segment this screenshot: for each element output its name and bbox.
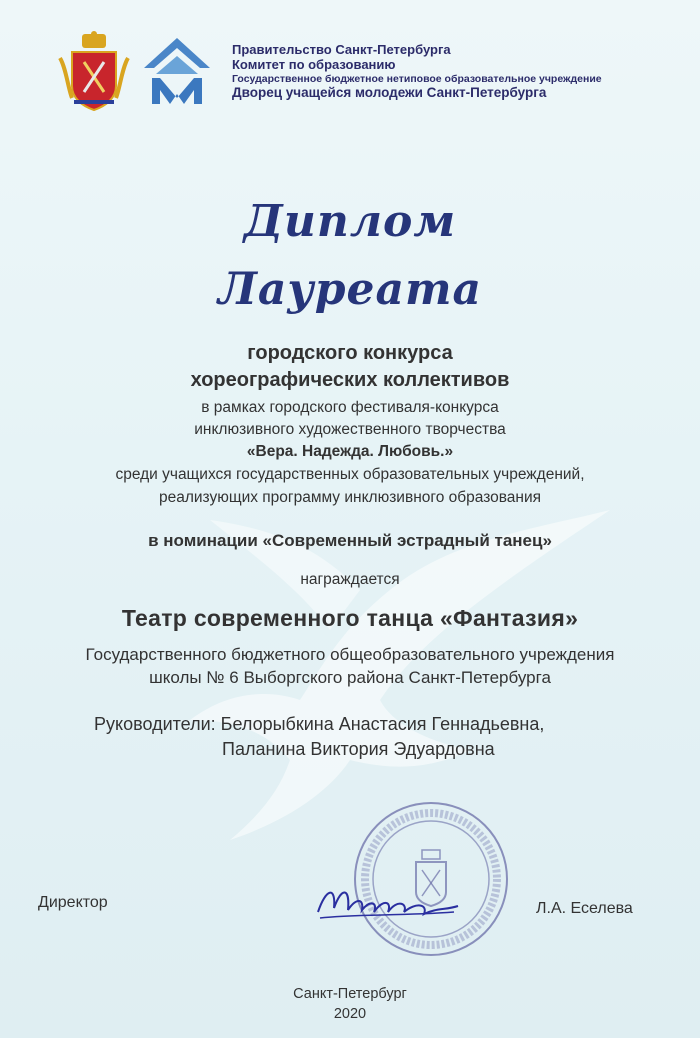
institution-line-2: школы № 6 Выборгского района Санкт-Петербурга [149,668,551,687]
leaders-line-2: Паланина Виктория Эдуардовна [222,739,495,759]
recipient-name: Театр современного танца «Фантазия» [121,605,579,631]
contest-line-2: хореографических коллективов [190,369,510,391]
diploma-title: Диплом [243,196,457,247]
footer-city: Санкт-Петербург [293,986,407,1002]
diploma-subtitle: Лауреата [217,264,483,315]
contest-line-1: городского конкурса [247,342,453,364]
dum-emblem-icon [140,34,214,108]
institution-line-1: Государственного бюджетного общеобразовательного учреждения [85,645,615,664]
participants-line-1: среди учащихся государственных образовательных учреждений, [115,466,585,483]
signatory-name: Л.А. Еселева [536,900,633,917]
footer-year: 2020 [333,1006,367,1022]
leaders-line-1: Руководители: Белорыбкина Анастасия Геннадьевна, [94,714,545,734]
spb-coat-of-arms-icon [58,28,130,114]
header-government: Правительство Санкт-Петербурга [232,42,451,57]
header-institution-name: Дворец учащейся молодежи Санкт-Петербурга [232,84,547,100]
awarded-label: награждается [300,571,400,588]
director-signature [312,868,462,928]
festival-context-1: в рамках городского фестиваля-конкурса [201,399,499,416]
festival-context-2: инклюзивного художественного творчества [194,421,506,438]
header-institution-type: Государственное бюджетное нетиповое образовательное учреждение [232,72,602,85]
issuer-header [232,43,662,100]
festival-name: «Вера. Надежда. Любовь.» [246,443,454,460]
participants-line-2: реализующих программу инклюзивного образования [158,489,542,506]
header-committee: Комитет по образованию [232,56,396,72]
nomination: в номинации «Современный эстрадный танец» [148,531,552,550]
signatory-role: Директор [38,894,108,911]
